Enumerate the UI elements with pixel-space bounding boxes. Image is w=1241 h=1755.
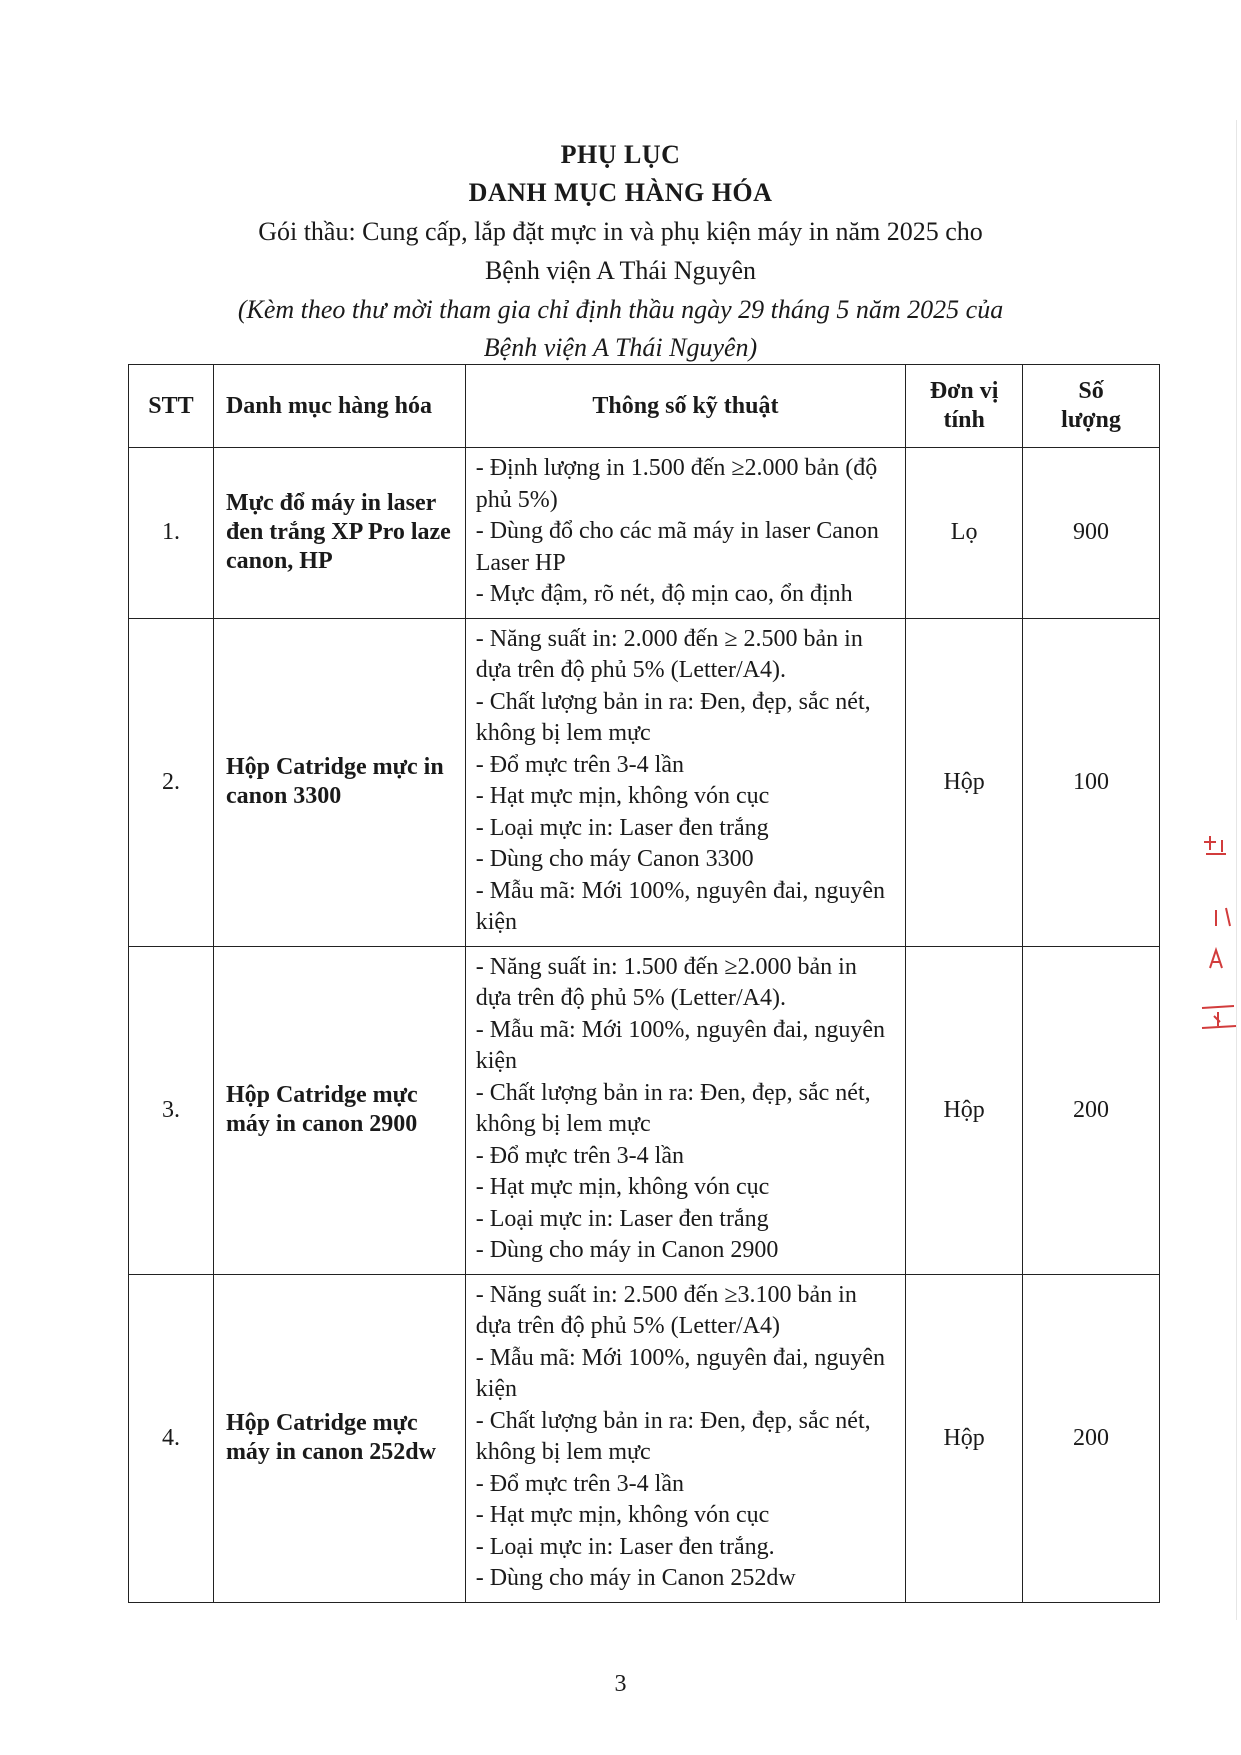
spec-line: - Dùng cho máy Canon 3300	[475, 846, 754, 872]
row-spec	[465, 946, 906, 1274]
col-header-name: Danh mục hàng hóa	[213, 365, 465, 448]
col-header-unit	[906, 365, 1023, 448]
spec-line: - Chất lượng bản in ra: Đen, đẹp, sắc nét, không bị lem mực	[475, 1407, 871, 1465]
row-stt: 3.	[129, 946, 214, 1274]
spec-line: - Dùng cho máy in Canon 2900	[475, 1237, 779, 1263]
row-name: Hộp Catridge mực máy in canon 252dw	[213, 1274, 465, 1602]
spec-line: - Năng suất in: 2.000 đến ≥ 2.500 bản in dựa trên độ phủ 5% (Letter/A4).	[475, 625, 863, 683]
row-name: Mực đổ máy in laser đen trắng XP Pro laze canon, HP	[213, 448, 465, 619]
spec-line: - Hạt mực mịn, không vón cục	[475, 1502, 770, 1528]
spec-line: - Chất lượng bản in ra: Đen, đẹp, sắc nét, không bị lem mực	[475, 1079, 871, 1137]
spec-line: - Loại mực in: Laser đen trắng	[475, 1205, 769, 1232]
attachment-note-line-2: Bệnh viện A Thái Nguyên)	[483, 333, 758, 362]
spec-line: - Đổ mực trên 3-4 lần	[475, 751, 684, 778]
row-qty: 200	[1023, 946, 1160, 1274]
col-header-stt: STT	[129, 365, 214, 448]
spec-line: - Dùng đổ cho các mã máy in laser Canon Laser HP	[475, 518, 879, 576]
row-name: Hộp Catridge mực máy in canon 2900	[213, 946, 465, 1274]
spec-line: - Hạt mực mịn, không vón cục	[475, 1174, 770, 1200]
page-number: 3	[614, 1671, 627, 1697]
row-unit: Hộp	[906, 946, 1023, 1274]
table-row	[129, 1274, 1160, 1602]
table-row	[129, 618, 1160, 946]
package-line-1: Gói thầu: Cung cấp, lắp đặt mực in và phụ kiện máy in năm 2025 cho	[258, 217, 983, 246]
row-stt: 4.	[129, 1274, 214, 1602]
row-unit: Hộp	[906, 618, 1023, 946]
spec-line: - Loại mực in: Laser đen trắng	[475, 814, 769, 841]
row-spec	[465, 448, 906, 619]
table-header-row	[129, 365, 1160, 448]
appendix-title: PHỤ LỤC	[560, 140, 681, 169]
spec-line: - Mẫu mã: Mới 100%, nguyên đai, nguyên kiện	[475, 877, 885, 935]
red-stamp-fragment-icon	[1196, 830, 1241, 1030]
row-unit: Hộp	[906, 1274, 1023, 1602]
package-line-2: Bệnh viện A Thái Nguyên	[484, 256, 757, 285]
spec-line: - Năng suất in: 1.500 đến ≥2.000 bản in dựa trên độ phủ 5% (Letter/A4).	[475, 953, 857, 1011]
row-stt: 1.	[129, 448, 214, 619]
spec-line: - Mẫu mã: Mới 100%, nguyên đai, nguyên kiện	[475, 1016, 885, 1074]
row-spec	[465, 1274, 906, 1602]
spec-line: - Đổ mực trên 3-4 lần	[475, 1470, 684, 1497]
spec-line: - Dùng cho máy in Canon 252dw	[475, 1565, 796, 1591]
row-stt: 2.	[129, 618, 214, 946]
row-qty: 100	[1023, 618, 1160, 946]
table-row	[129, 448, 1160, 619]
attachment-note-line-1: (Kèm theo thư mời tham gia chỉ định thầu ngày 29 tháng 5 năm 2025 của	[237, 295, 1004, 324]
col-header-qty	[1023, 365, 1160, 448]
spec-line: - Định lượng in 1.500 đến ≥2.000 bản (độ phủ 5%)	[475, 455, 878, 513]
col-header-qty-line-2: lượng	[1061, 407, 1121, 433]
row-qty: 200	[1023, 1274, 1160, 1602]
row-name: Hộp Catridge mực in canon 3300	[213, 618, 465, 946]
col-header-unit-line-2: tính	[943, 407, 985, 433]
spec-line: - Loại mực in: Laser đen trắng.	[475, 1533, 775, 1560]
spec-line: - Đổ mực trên 3-4 lần	[475, 1142, 684, 1169]
row-qty: 900	[1023, 448, 1160, 619]
col-header-spec: Thông số kỹ thuật	[465, 365, 906, 448]
spec-line: - Mẫu mã: Mới 100%, nguyên đai, nguyên kiện	[475, 1344, 885, 1402]
row-unit: Lọ	[906, 448, 1023, 619]
spec-line: - Chất lượng bản in ra: Đen, đẹp, sắc nét, không bị lem mực	[475, 688, 871, 746]
col-header-unit-line-1: Đơn vị	[929, 378, 999, 404]
goods-list-title: DANH MỤC HÀNG HÓA	[468, 178, 773, 207]
col-header-qty-line-1: Số	[1078, 378, 1104, 404]
goods-table	[128, 364, 1160, 1603]
spec-line: - Mực đậm, rõ nét, độ mịn cao, ổn định	[475, 581, 853, 607]
row-spec	[465, 618, 906, 946]
spec-line: - Hạt mực mịn, không vón cục	[475, 783, 770, 809]
table-row	[129, 946, 1160, 1274]
spec-line: - Năng suất in: 2.500 đến ≥3.100 bản in dựa trên độ phủ 5% (Letter/A4)	[475, 1281, 857, 1339]
